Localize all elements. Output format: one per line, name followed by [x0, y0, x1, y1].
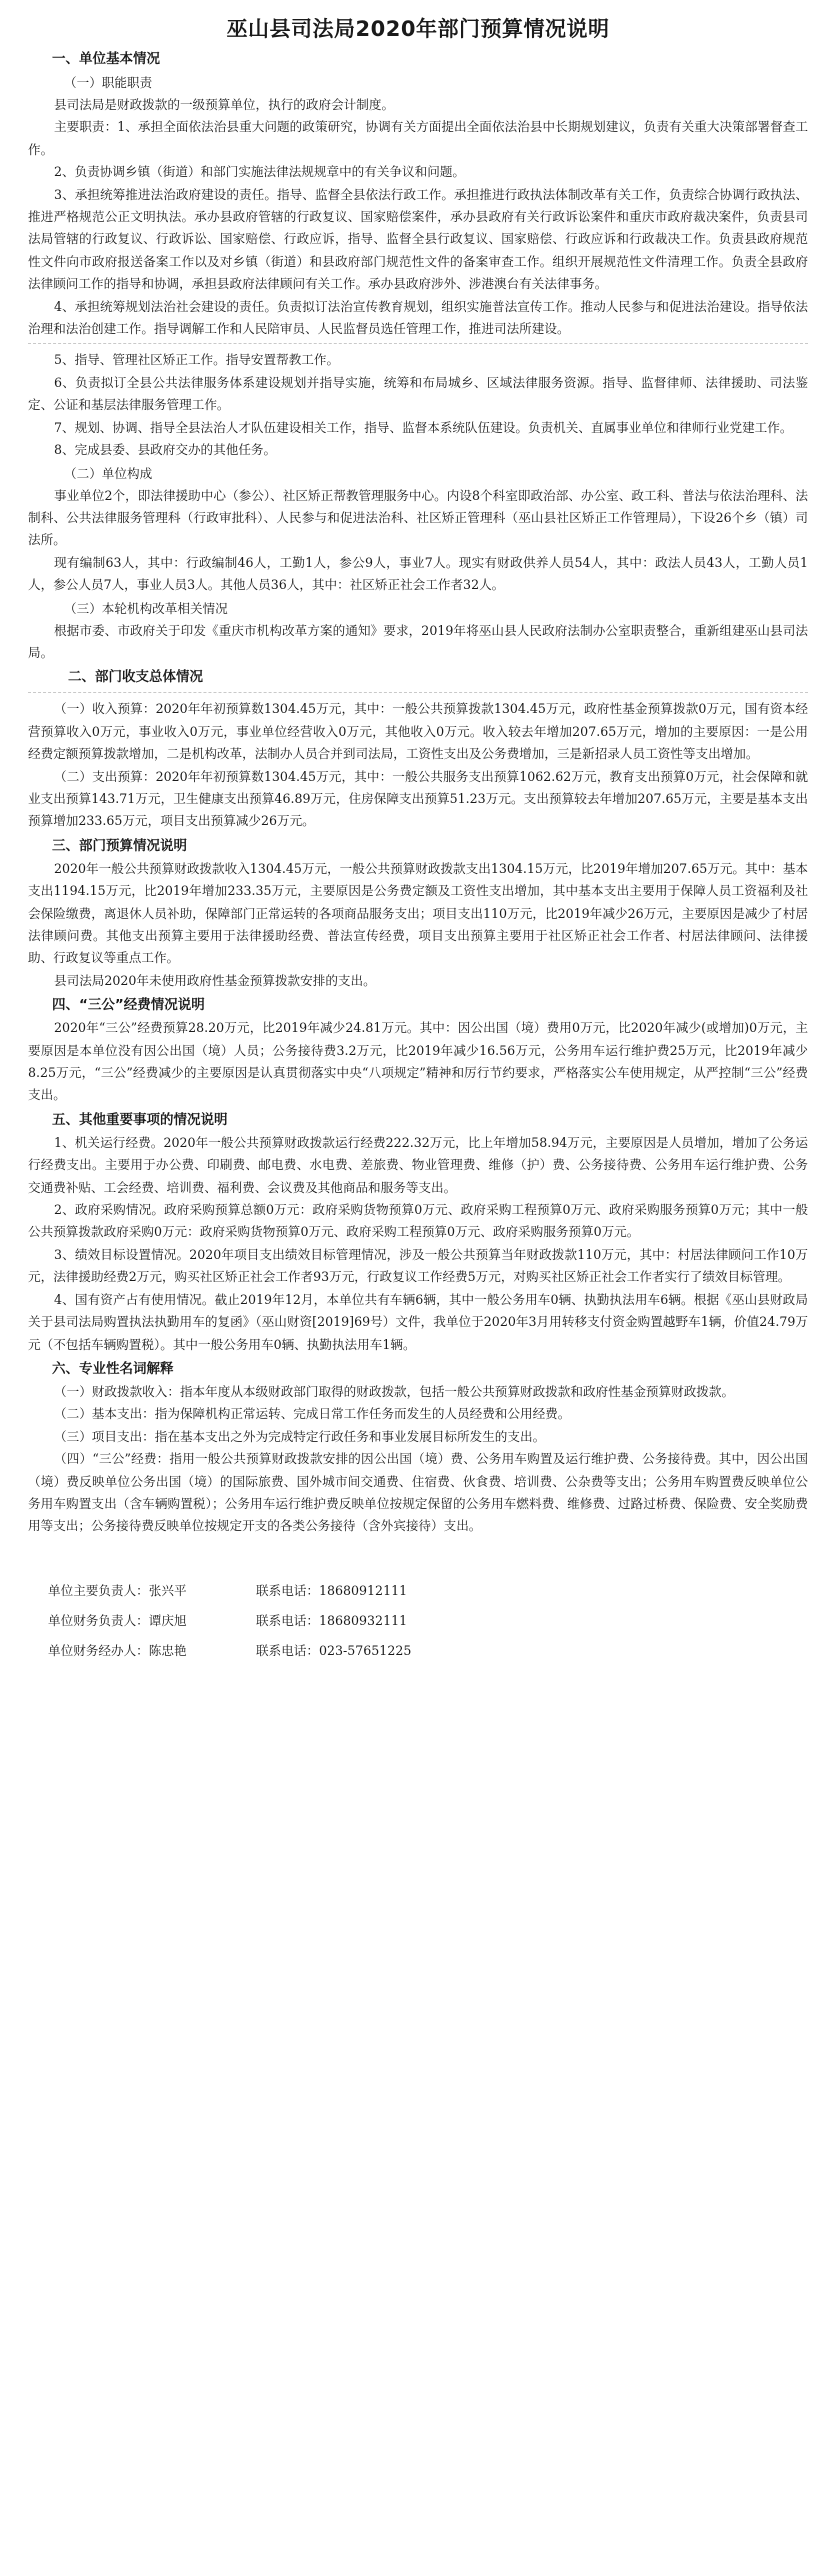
section-1-sub-3: （三）本轮机构改革相关情况 [64, 600, 228, 616]
page-break-divider [28, 343, 808, 344]
paragraph: 事业单位2个，即法律援助中心（参公）、社区矫正帮教管理服务中心。内设8个科室即政治部、办公室、政工科、普法与依法治理科、法制科、公共法律服务管理科（行政审批科）、人民参与和促进法治科、社区矫正管理科（巫山县社区矫正工作管理局），下设26个乡（镇）司法所。 [28, 487, 808, 548]
paragraph: 7、规划、协调、指导全县法治人才队伍建设相关工作，指导、监督本系统队伍建设。负责机关、直属事业单位和律师行业党建工作。 [54, 419, 793, 435]
paragraph: 6、负责拟订全县公共法律服务体系建设规划并指导实施，统筹和布局城乡、区域法律服务资源。指导、监督律师、法律援助、司法鉴定、公证和基层法律服务管理工作。 [28, 374, 808, 413]
signer-phone: 联系电话：18680932111 [256, 1612, 408, 1628]
paragraph: （一）财政拨款收入：指本年度从本级财政部门取得的财政拨款，包括一般公共预算财政拨款和政府性基金预算财政拨款。 [54, 1383, 735, 1399]
section-5-heading: 五、其他重要事项的情况说明 [52, 1111, 228, 1128]
paragraph: 县司法局是财政拨款的一级预算单位，执行的政府会计制度。 [54, 97, 395, 112]
section-1-heading: 一、单位基本情况 [52, 51, 160, 67]
paragraph: （四）“三公”经费：指用一般公共预算财政拨款安排的因公出国（境）费、公务用车购置及运行维护费、公务接待费。其中，因公出国（境）费反映单位公务出国（境）的国际旅费、国外城市间交通费、住宿费、伙食费、培训费、公杂费等支出；公务用车购置费反映单位公务用车购置支出（含车辆购置税）；公务用车运行维护费反映单位按规定保留的公务用车燃料费、维修费、过路过桥费、保险费、安全奖励费用等支出；公务接待费反映单位按规定开支的各类公务接待（含外宾接待）支出。 [28, 1451, 808, 1534]
signature-row [48, 1636, 808, 1666]
paragraph: 县司法局2020年未使用政府性基金预算拨款安排的支出。 [54, 972, 376, 988]
paragraph: 3、承担统筹推进法治政府建设的责任。指导、监督全县依法行政工作。承担推进行政执法体制改革有关工作，负责综合协调行政执法、推进严格规范公正文明执法。承办县政府管辖的行政复议、国家赔偿案件，承办县政府有关行政诉讼案件和重庆市政府裁决案件，负责县司法局管辖的行政复议、行政诉讼、国家赔偿、行政应诉，指导、监督全县行政复议、国家赔偿、行政应诉和行政裁决工作。负责县政府规范性文件向市政府报送备案工作以及对乡镇（街道）和县政府部门规范性文件的备案审查工作。组织开展规范性文件清理工作。负责全县政府法律顾问工作的指导和协调，承担县政府法律顾问有关工作。承办县政府涉外、涉港澳台有关法律事务。 [28, 186, 808, 292]
section-4-heading: 四、“三公”经费情况说明 [52, 997, 205, 1014]
paragraph: 2020年一般公共预算财政拨款收入1304.45万元，一般公共预算财政拨款支出1304.15万元，比2019年增加207.65万元。其中：基本支出1194.15万元，比2019年增加233.35万元，主要原因是公务费定额及工资性支出增加，其中基本支出主要用于保障人员工资福利及社会保险缴费，离退休人员补助，保障部门正常运转的各项商品服务支出；项目支出110万元，比2019年减少26万元，主要原因是减少了村居法律顾问费。其他支出预算主要用于法律援助经费、普法宣传经费，项目支出预算主要用于社区矫正社会工作者、村居法律顾问、法律援助、行政复议等重点工作。 [28, 860, 808, 966]
document-title: 巫山县司法局2020年部门预算情况说明 [226, 17, 610, 41]
signer-label: 单位财务负责人：谭庆旭 [48, 1612, 187, 1628]
paragraph: 现有编制63人，其中：行政编制46人，工勤1人，参公9人，事业7人。现实有财政供养人员54人，其中：政法人员43人，工勤人员1人，参公人员7人，事业人员3人。其他人员36人，其中：社区矫正社会工作者32人。 [28, 554, 808, 593]
paragraph: 2、负责协调乡镇（街道）和部门实施法律法规规章中的有关争议和问题。 [54, 164, 466, 180]
section-1-sub-1: （一）职能职责 [64, 75, 153, 90]
paragraph: （三）项目支出：指在基本支出之外为完成特定行政任务和事业发展目标所发生的支出。 [54, 1428, 546, 1444]
paragraph: 主要职责：1、承担全面依法治县重大问题的政策研究，协调有关方面提出全面依法治县中长期规划建议，负责有关重大决策部署督查工作。 [28, 119, 808, 157]
paragraph: 8、完成县委、县政府交办的其他任务。 [54, 442, 277, 458]
signature-block [28, 1576, 808, 1666]
signer-phone: 联系电话：18680912111 [256, 1582, 408, 1598]
signature-row [48, 1576, 808, 1606]
signer-label: 单位财务经办人：陈忠艳 [48, 1642, 187, 1658]
signer-label: 单位主要负责人：张兴平 [48, 1582, 187, 1598]
page-break-divider [28, 692, 808, 693]
section-1-sub-2: （二）单位构成 [64, 465, 153, 481]
section-3-heading: 三、部门预算情况说明 [52, 837, 187, 854]
section-2-heading: 二、部门收支总体情况 [68, 669, 203, 686]
paragraph: 2、政府采购情况。政府采购预算总额0万元：政府采购货物预算0万元、政府采购工程预算0万元、政府采购服务预算0万元；其中一般公共预算拨款政府采购0万元：政府采购货物预算0万元、政府采购工程预算0万元、政府采购服务预算0万元。 [28, 1202, 808, 1240]
paragraph: （一）收入预算：2020年年初预算数1304.45万元，其中：一般公共预算拨款1304.45万元，政府性基金预算拨款0万元，国有资本经营预算收入0万元，事业收入0万元，事业单位经营收入0万元，其他收入0万元。收入较去年增加207.65万元，增加的主要原因：一是公用经费定额预算拨款增加，二是机构改革，法制办人员合并到司法局，工资性支出及公务费增加，三是新招录人员工资性等支出增加。 [28, 701, 808, 762]
paragraph: （二）支出预算：2020年年初预算数1304.45万元，其中：一般公共服务支出预算1062.62万元，教育支出预算0万元，社会保障和就业支出预算143.71万元，卫生健康支出预算46.89万元，住房保障支出预算51.23万元。支出预算较去年增加207.65万元，主要是基本支出预算增加233.65万元，项目支出预算减少26万元。 [28, 768, 808, 829]
paragraph: 1、机关运行经费。2020年一般公共预算财政拨款运行经费222.32万元，比上年增加58.94万元，主要原因是人员增加，增加了公务运行经费支出。主要用于办公费、印刷费、邮电费、水电费、差旅费、物业管理费、维修（护）费、公务接待费、公务用车运行维护费、公务交通费补贴、工会经费、培训费、福利费、会议费及其他商品和服务等支出。 [28, 1134, 808, 1195]
paragraph: 4、承担统筹规划法治社会建设的责任。负责拟订法治宣传教育规划，组织实施普法宣传工作。推动人民参与和促进法治建设。指导依法治理和法治创建工作。指导调解工作和人民陪审员、人民监督员选任管理工作，推进司法所建设。 [28, 298, 808, 337]
signer-phone: 联系电话：023-57651225 [256, 1642, 412, 1658]
paragraph: 3、绩效目标设置情况。2020年项目支出绩效目标管理情况，涉及一般公共预算当年财政拨款110万元，其中：村居法律顾问工作10万元，法律援助经费2万元，购买社区矫正社会工作者93万元，行政复议工作经费5万元，对购买社区矫正社会工作者实行了绩效目标管理。 [28, 1246, 808, 1285]
paragraph: 4、国有资产占有使用情况。截止2019年12月，本单位共有车辆6辆，其中一般公务用车0辆、执勤执法用车6辆。根据《巫山县财政局关于县司法局购置执法执勤用车的复函》（巫山财资[2019]69号）文件，我单位于2020年3月用转移支付资金购置越野车1辆，价值24.79万元（不包括车辆购置税）。其中一般公务用车0辆、执勤执法用车1辆。 [28, 1291, 808, 1352]
paragraph: （二）基本支出：指为保障机构正常运转、完成日常工作任务而发生的人员经费和公用经费。 [54, 1406, 571, 1422]
paragraph: 根据市委、市政府关于印发《重庆市机构改革方案的通知》要求，2019年将巫山县人民政府法制办公室职责整合，重新组建巫山县司法局。 [28, 622, 808, 660]
paragraph: 2020年“三公”经费预算28.20万元，比2019年减少24.81万元。其中：因公出国（境）费用0万元，比2020年减少(或增加)0万元，主要原因是本单位没有因公出国（境）人员；公务接待费3.2万元，比2019年减少16.56万元，公务用车运行维护费25万元，比2019年减少8.25万元，“三公”经费减少的主要原因是认真贯彻落实中央“八项规定”精神和厉行节约要求，严格落实公车使用规定，从严控制“三公”经费支出。 [28, 1020, 808, 1103]
signature-row [48, 1606, 808, 1636]
paragraph: 5、指导、管理社区矫正工作。指导安置帮教工作。 [54, 352, 340, 368]
section-6-heading: 六、专业性名词解释 [52, 1360, 174, 1377]
